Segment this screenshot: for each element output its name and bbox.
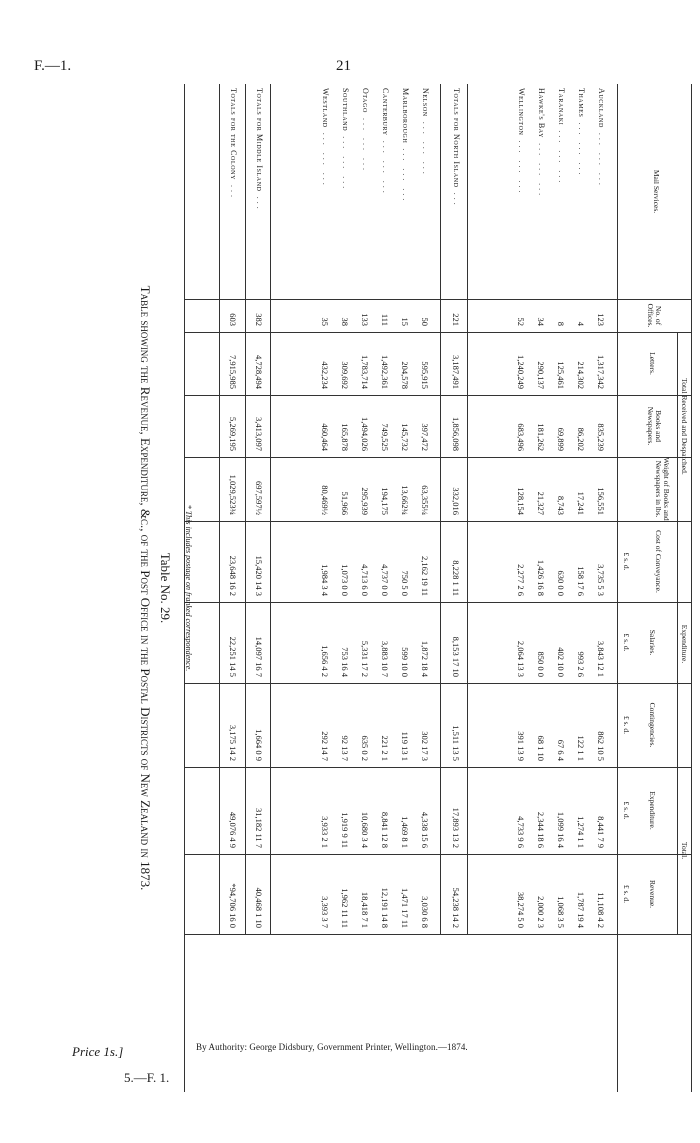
cell-books: 1,494,026	[360, 417, 370, 451]
table-title: Table showing the Revenue, Expenditure, &c., of the Post Office in the Postal Districts of New Zealand in 1873.	[138, 285, 153, 891]
group-rule-total	[677, 767, 678, 934]
cell-offices: 38	[340, 317, 350, 326]
cell-books: 835,239	[596, 423, 606, 451]
cell-contingencies: 221 2 1	[380, 735, 390, 761]
middle-total-rule-bottom	[245, 84, 246, 934]
cell-conveyance: 750 5 0	[400, 570, 410, 596]
cell-letters: 214,302	[576, 361, 586, 389]
post-office-table	[184, 84, 692, 1092]
district-name: Southland ... ... ...	[341, 88, 350, 192]
cell-conveyance: 1,073 0 0	[340, 564, 350, 596]
total-cell-letters: 7,915,985	[228, 355, 238, 389]
cell-weight: 8,743	[556, 495, 566, 515]
total-cell-expenditure: 17,893 13 2	[451, 807, 461, 848]
district-name: Marlborough ... ... ...	[401, 88, 410, 204]
total-row-label: Totals for North Island ...	[452, 88, 461, 208]
total-cell-weight: 332,016	[451, 487, 461, 515]
cell-salaries: 599 10 0	[400, 647, 410, 677]
cell-salaries: 753 16 4	[340, 647, 350, 677]
leader-dots: ... ... ...	[341, 131, 350, 192]
table-number: Table No. 29.	[158, 552, 173, 624]
page-number: 21	[336, 58, 351, 74]
cell-contingencies: 302 17 3	[420, 731, 430, 761]
cell-contingencies: 635 0 2	[360, 735, 370, 761]
total-cell-books: 3,413,097	[254, 417, 264, 451]
price-label: Price 1s.]	[72, 1044, 124, 1059]
leader-dots: ... ... ...	[401, 143, 410, 204]
total-cell-conveyance: 8,228 1 11	[451, 560, 461, 596]
cell-expenditure: 8,841 12 8	[380, 811, 390, 848]
document-reference: F.—1.	[34, 58, 72, 74]
total-cell-contingencies: 3,175 14 2	[228, 724, 238, 761]
cell-revenue: 38,274 5 0	[516, 891, 526, 928]
cell-expenditure: 1,919 9 11	[340, 812, 350, 848]
cell-offices: 123	[596, 313, 606, 326]
cell-weight: 21,327	[536, 491, 546, 515]
district-name: Canterbury ... ... ...	[381, 88, 390, 196]
cell-expenditure: 4,338 15 6	[420, 811, 430, 848]
cell-conveyance: 2,162 19 11	[420, 555, 430, 596]
leader-dots: ...	[229, 180, 238, 201]
cell-expenditure: 3,933 2 1	[320, 816, 330, 848]
document-code: 5.—F. 1.	[124, 1070, 170, 1085]
total-cell-expenditure: 49,076 4 9	[228, 811, 238, 848]
north-total-rule-bottom	[440, 84, 441, 934]
header-letters: Letters.	[648, 352, 657, 375]
table-top-rule	[691, 84, 692, 1092]
cell-offices: 35	[320, 317, 330, 326]
cell-contingencies: 292 14 7	[320, 731, 330, 761]
cell-revenue: 1,962 11 11	[340, 888, 350, 928]
cell-letters: 1,240,249	[516, 355, 526, 389]
cell-salaries: 1,872 18 4	[420, 640, 430, 677]
header-salaries: Salaries.	[648, 629, 657, 656]
header-books: Books and Newspapers.	[646, 406, 663, 446]
total-cell-revenue: *94,706 16 0	[228, 883, 238, 928]
cell-salaries: 3,843 12 1	[596, 640, 606, 677]
cell-revenue: 3,030 6 8	[420, 896, 430, 928]
leader-dots: ... ... ...	[597, 127, 606, 188]
cell-weight: 194,175	[380, 487, 390, 515]
leader-dots: ... ... ...	[557, 125, 566, 186]
colony-total-rule	[219, 84, 220, 934]
district-name: Westland ... ... ...	[321, 88, 330, 188]
district-name: Auckland ... ... ...	[597, 88, 606, 188]
total-cell-letters: 3,187,491	[451, 355, 461, 389]
header-conveyance: Cost of Conveyance.	[654, 530, 663, 593]
cell-contingencies: 92 13 7	[340, 735, 350, 761]
cell-books: 397,472	[420, 423, 430, 451]
header-expenditure-group: Expenditure.	[680, 624, 689, 664]
header-lsd-units: £ s. d.	[622, 552, 631, 571]
cell-letters: 1,317,342	[596, 355, 606, 389]
rotated-table-block	[112, 84, 692, 1092]
header-lsd-units: £ s. d.	[622, 885, 631, 903]
cell-salaries: 402 10 0	[556, 647, 566, 677]
cell-revenue: 18,418 7 1	[360, 891, 370, 928]
cell-offices: 133	[360, 313, 370, 326]
district-name: Otago ... ... ...	[361, 88, 370, 173]
cell-books: 460,464	[320, 423, 330, 451]
cell-weight: 13,662¾	[400, 485, 410, 515]
total-cell-offices: 603	[228, 313, 238, 326]
total-cell-weight: 697,597½	[254, 481, 264, 515]
cell-offices: 111	[380, 313, 390, 326]
cell-revenue: 1,471 17 11	[400, 887, 410, 928]
cell-letters: 204,578	[400, 361, 410, 389]
north-total-rule-top	[467, 84, 468, 934]
total-row-label: Totals for the Colony ...	[229, 88, 238, 201]
cell-conveyance: 4,713 6 0	[360, 564, 370, 596]
cell-revenue: 1,068 3 5	[556, 896, 566, 928]
leader-dots: ... ... ...	[381, 135, 390, 196]
cell-books: 145,732	[400, 423, 410, 451]
header-weight: Weight of Books and Newspapers in lbs.	[654, 457, 671, 521]
district-name: Nelson ... ... ...	[421, 88, 430, 177]
district-name: Thames ... ... ...	[577, 88, 586, 178]
total-cell-books: 5,269,195	[228, 417, 238, 451]
total-cell-weight: 1,029,523¾	[228, 474, 238, 515]
total-cell-contingencies: 1,511 13 5	[451, 725, 461, 761]
cell-contingencies: 67 6 4	[556, 739, 566, 761]
total-cell-salaries: 8,153 17 10	[451, 636, 461, 677]
cell-books: 181,262	[536, 423, 546, 451]
header-revenue: Revenue.	[648, 879, 657, 909]
header-lsd-units: £ s. d.	[622, 716, 631, 734]
cell-salaries: 5,331 17 2	[360, 640, 370, 677]
cell-expenditure: 1,469 8 1	[400, 816, 410, 848]
total-cell-books: 1,856,098	[451, 417, 461, 451]
cell-revenue: 1,787 19 4	[576, 891, 586, 928]
cell-offices: 4	[576, 321, 586, 326]
cell-weight: 17,241	[576, 491, 586, 515]
cell-salaries: 1,656 4 2	[320, 645, 330, 677]
cell-weight: 63,355¼	[420, 485, 430, 515]
cell-books: 165,878	[340, 423, 350, 451]
district-name: Wellington ... ... ...	[517, 88, 526, 196]
total-cell-expenditure: 31,182 11 7	[254, 807, 264, 848]
cell-letters: 125,461	[556, 361, 566, 389]
total-cell-revenue: 54,238 14 2	[451, 887, 461, 928]
cell-contingencies: 391 13 9	[516, 731, 526, 761]
leader-dots: ... ... ...	[361, 112, 370, 173]
total-cell-conveyance: 15,420 14 3	[254, 555, 264, 596]
cell-letters: 309,692	[340, 361, 350, 389]
cell-weight: 295,939	[360, 487, 370, 515]
district-name: Hawke's Bay ... ... ...	[537, 88, 546, 199]
footnote: * This includes postage on franked correspondence.	[184, 504, 193, 672]
cell-letters: 290,137	[536, 361, 546, 389]
cell-weight: 80,469½	[320, 485, 330, 515]
cell-offices: 52	[516, 317, 526, 326]
cell-salaries: 993 2 6	[576, 651, 586, 677]
cell-weight: 128,154	[516, 487, 526, 515]
total-cell-revenue: 40,468 1 10	[254, 887, 264, 928]
cell-contingencies: 119 13 1	[400, 731, 410, 761]
cell-books: 69,899	[556, 427, 566, 451]
header-bottom-rule	[617, 84, 618, 1092]
leader-dots: ... ... ...	[577, 117, 586, 178]
cell-contingencies: 68 1 10	[536, 735, 546, 761]
cell-expenditure: 2,344 18 6	[536, 811, 546, 848]
header-contingencies: Contingencies.	[648, 702, 657, 748]
cell-offices: 50	[420, 317, 430, 326]
cell-salaries: 850 0 0	[536, 651, 546, 677]
total-cell-salaries: 22,251 14 5	[228, 636, 238, 677]
leader-dots: ... ... ...	[537, 138, 546, 199]
total-row-label: Totals for Middle Island ...	[255, 88, 264, 212]
total-cell-contingencies: 1,664 0 9	[254, 729, 264, 761]
leader-dots: ...	[255, 191, 264, 212]
cell-conveyance: 158 17 6	[576, 566, 586, 596]
total-cell-conveyance: 23,648 16 2	[228, 555, 238, 596]
cell-revenue: 11,108 4 2	[596, 892, 606, 928]
cell-conveyance: 3,735 5 3	[596, 564, 606, 596]
leader-dots: ... ... ...	[421, 116, 430, 177]
cell-offices: 8	[556, 321, 566, 326]
header-lsd-units: £ s. d.	[622, 633, 631, 652]
cell-letters: 1,492,361	[380, 355, 390, 389]
cell-offices: 15	[400, 317, 410, 326]
total-cell-offices: 382	[254, 313, 264, 326]
cell-expenditure: 1,274 1 1	[576, 816, 586, 848]
header-total-group: Total.	[680, 841, 689, 860]
cell-conveyance: 1,426 16 8	[536, 559, 546, 596]
cell-contingencies: 122 1 1	[576, 735, 586, 761]
header-total-received: Total Received and Despatched.	[680, 378, 689, 475]
cell-salaries: 3,883 10 7	[380, 640, 390, 677]
header-lsd-units: £ s. d.	[622, 801, 631, 820]
leader-dots: ...	[452, 187, 461, 208]
leader-dots: ... ... ...	[517, 135, 526, 196]
cell-revenue: 2,000 2 3	[536, 896, 546, 928]
cell-conveyance: 630 0 0	[556, 570, 566, 596]
column-rule	[184, 934, 692, 935]
group-rule-total-received	[677, 332, 678, 521]
total-cell-letters: 4,728,494	[254, 355, 264, 389]
cell-contingencies: 862 10 5	[596, 731, 606, 761]
cell-conveyance: 4,737 0 0	[380, 564, 390, 596]
cell-conveyance: 1,984 3 4	[320, 564, 330, 596]
total-cell-salaries: 14,097 16 7	[254, 636, 264, 677]
cell-letters: 595,915	[420, 361, 430, 389]
cell-salaries: 2,064 13 3	[516, 640, 526, 677]
authority-line: By Authority: George Didsbury, Government Printer, Wellington.—1874.	[196, 1042, 468, 1052]
cell-expenditure: 1,099 16 4	[556, 811, 566, 848]
cell-books: 749,525	[380, 423, 390, 451]
cell-weight: 156,551	[596, 487, 606, 515]
header-offices: No. of Offices.	[646, 303, 663, 328]
cell-offices: 34	[536, 317, 546, 326]
middle-total-rule-top	[270, 84, 271, 934]
cell-expenditure: 4,733 9 6	[516, 816, 526, 848]
cell-revenue: 3,393 3 7	[320, 896, 330, 928]
header-total-expenditure: Expenditure.	[648, 791, 657, 830]
header-mail-services: Mail Services.	[652, 169, 661, 214]
cell-letters: 1,783,714	[360, 355, 370, 389]
total-cell-offices: 221	[451, 313, 461, 326]
cell-expenditure: 8,441 7 9	[596, 816, 606, 848]
group-rule-expenditure	[677, 521, 678, 767]
cell-conveyance: 2,277 2 6	[516, 564, 526, 596]
cell-weight: 51,966	[340, 491, 350, 515]
cell-books: 86,202	[576, 427, 586, 451]
leader-dots: ... ... ...	[321, 127, 330, 188]
cell-books: 683,496	[516, 423, 526, 451]
cell-expenditure: 10,680 3 4	[360, 811, 370, 848]
cell-letters: 432,234	[320, 361, 330, 389]
district-name: Taranaki ... ... ...	[557, 88, 566, 186]
cell-revenue: 12,191 14 8	[380, 887, 390, 928]
